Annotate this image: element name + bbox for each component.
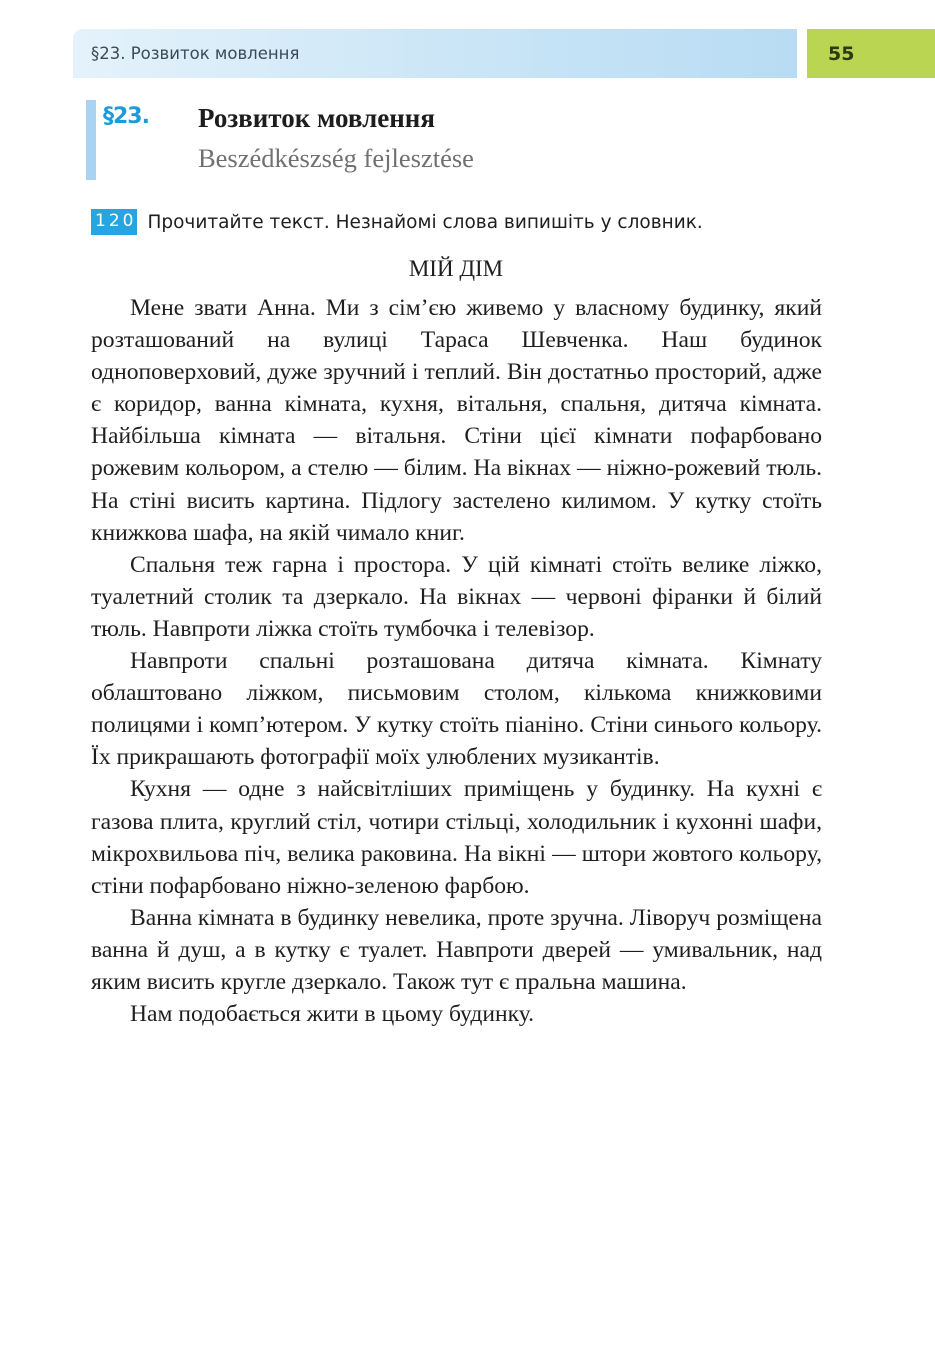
page-number: 55 <box>828 42 855 65</box>
running-header <box>73 29 797 78</box>
section-accent-bar <box>86 100 96 180</box>
running-title: §23. Розвиток мовлення <box>91 44 300 63</box>
paragraph: Мене звати Анна. Ми з сім’єю живемо у власному будинку, який розташований на вулиці Тараса Шевченка. Наш будинок одноповерховий, дуже зручний і теплий. Він достатньо просторий, адже є коридор, ванна кімната, кухня, вітальня, спальня, дитяча кімната. Найбільша кімната — вітальня. Стіни цієї кімнати пофарбовано рожевим кольором, а стелю — білим. На вікнах — ніжно-рожевий тюль. На стіні висить картина. Підлогу застелено килимом. У кутку стоїть книжкова шафа, на якій чимало книг. <box>91 295 822 546</box>
exercise-instruction: Прочитайте текст. Незнайомі слова випишіть у словник. <box>147 211 703 233</box>
reading-text <box>91 292 822 1030</box>
section-number: §23. <box>103 104 149 129</box>
exercise-number-badge: 120 <box>91 209 137 235</box>
exercise-line <box>91 209 703 235</box>
text-title: МІЙ ДІМ <box>408 256 504 281</box>
page-number-box <box>807 29 935 78</box>
paragraph: Спальня теж гарна і простора. У цій кімнаті стоїть велике ліжко, туалетний столик та дзеркало. На вікнах — червоні фіранки й білий тюль. Навпроти ліжка стоїть тумбочка і телевізор. <box>91 551 822 642</box>
paragraph: Кухня — одне з найсвітліших приміщень у будинку. На кухні є газова плита, круглий стіл, чотири стільці, холодильник і кухонні шафи, мікрохвильова піч, велика раковина. На вікні — штори жовтого кольору, стіни пофарбовано ніжно-зеленою фарбою. <box>91 776 822 899</box>
paragraph: Нам подобається жити в цьому будинку. <box>130 1001 535 1028</box>
section-subtitle: Beszédkészség fejlesztése <box>198 143 474 173</box>
paragraph: Навпроти спальні розташована дитяча кімната. Кімнату облаштовано ліжком, письмовим столом, кількома книжковими полицями і комп’ютером. У кутку стоїть піаніно. Стіни синього кольору. Їх прикрашають фотографії моїх улюблених музикантів. <box>91 648 822 771</box>
section-title: Розвиток мовлення <box>198 103 435 133</box>
paragraph: Ванна кімната в будинку невелика, проте зручна. Ліворуч розміщена ванна й душ, а в кутку є туалет. Навпроти дверей — умивальник, над яким висить кругле дзеркало. Також тут є пральна машина. <box>91 904 822 995</box>
